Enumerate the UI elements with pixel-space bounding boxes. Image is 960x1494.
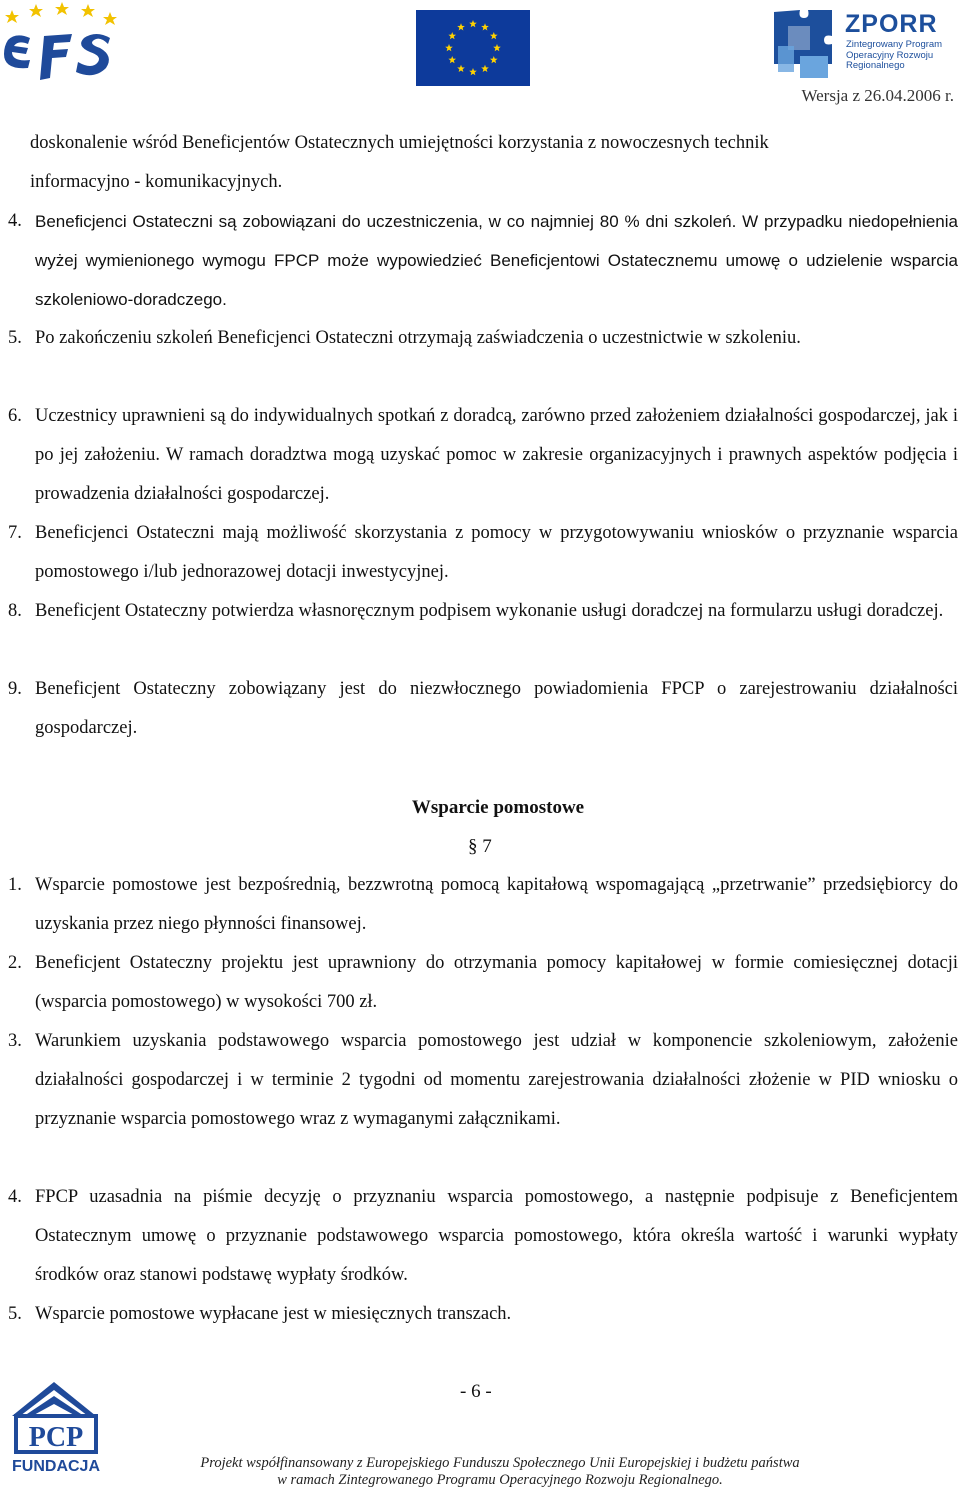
- efs-logo-graphic: [0, 0, 130, 90]
- version-label: Wersja z 26.04.2006 r.: [801, 86, 954, 105]
- list-number-9: 9.: [8, 679, 22, 699]
- pcp-logo-caption: FUNDACJA: [12, 1458, 100, 1475]
- paragraph-5: Po zakończeniu szkoleń Beneficjenci Ostateczni otrzymają zaświadczenia o uczestnictwie w szkoleniu.: [35, 328, 801, 348]
- section-heading: Wsparcie pomostowe: [411, 797, 585, 818]
- eu-flag-graphic: [416, 10, 530, 86]
- section-paragraph-4: FPCP uzasadnia na piśmie decyzję o przyznaniu wsparcia pomostowego, a następnie podpisuje z Beneficjentem Ostatecznym umowę o przyznanie podstawowego wsparcia pomostowego, która określa wartość i warunki wypłaty środków oraz stanowi podstawę wypłaty środków.: [35, 1187, 958, 1285]
- continued-paragraph: [30, 124, 960, 202]
- funding-note: [120, 1455, 880, 1489]
- continued-line-1: doskonalenie wśród Beneficjentów Ostatecznych umiejętności korzystania z nowoczesnych technik: [30, 133, 769, 153]
- section-paragraph-5: Wsparcie pomostowe wypłacane jest w miesięcznych transzach.: [35, 1304, 512, 1324]
- paragraph-9: Beneficjent Ostateczny zobowiązany jest do niezwłocznego powiadomienia FPCP o zarejestrowaniu działalności gospodarczej.: [35, 679, 958, 738]
- section-number: § 7: [468, 836, 492, 857]
- paragraph-4: Beneficjenci Ostateczni są zobowiązani do uczestniczenia, w co najmniej 80 % dni szkoleń. W przypadku niedopełnienia wyżej wymienionego wymogu FPCP może wypowiedzieć Beneficjentowi Ostatecznemu umowę o udzielenie wsparcia szkoleniowo-doradczego.: [35, 212, 958, 309]
- section-number-4: 4.: [8, 1187, 22, 1207]
- pcp-logo-text: PCP: [28, 1422, 84, 1453]
- section-paragraph-3: Warunkiem uzyskania podstawowego wsparcia pomostowego jest udział w komponencie szkoleniowym, założenie działalności gospodarczej i w terminie 2 tygodni od momentu zarejestrowania działalności złożenie w PID wniosku o przyznanie wsparcia pomostowego wraz z wymaganymi załącznikami.: [35, 1031, 958, 1129]
- section-number-1: 1.: [8, 875, 22, 895]
- puzzle-icon: [770, 6, 840, 82]
- list-number-8: 8.: [8, 601, 22, 621]
- pcp-foundation-logo: [4, 1376, 114, 1476]
- section-number-3: 3.: [8, 1031, 22, 1051]
- zporr-logo: [770, 6, 960, 86]
- section-paragraph-2: Beneficjent Ostateczny projektu jest uprawniony do otrzymania pomocy kapitałowej w formie comiesięcznej dotacji (wsparcia pomostowego) w wysokości 700 zł.: [35, 953, 958, 1012]
- zporr-logo-title: ZPORR: [845, 10, 938, 38]
- house-icon: [4, 1376, 114, 1476]
- section-number-2: 2.: [8, 953, 22, 973]
- eu-flag-logo: [416, 10, 530, 86]
- list-number-4: 4.: [8, 211, 22, 231]
- list-number-7: 7.: [8, 523, 22, 543]
- funding-line-1: Projekt współfinansowany z Europejskiego Funduszu Społecznego Unii Europejskiej i budżetu państwa: [200, 1455, 800, 1471]
- section-paragraph-1: Wsparcie pomostowe jest bezpośrednią, bezzwrotną pomocą kapitałową wspomagającą „przetrwanie” przedsiębiorcy do uzyskania przez niego płynności finansowej.: [35, 875, 958, 934]
- funding-line-2: w ramach Zintegrowanego Programu Operacyjnego Rozwoju Regionalnego.: [277, 1472, 723, 1488]
- paragraph-7: Beneficjenci Ostateczni mają możliwość skorzystania z pomocy w przygotowywaniu wniosków o przyznanie wsparcia pomostowego i/lub jednorazowej dotacji inwestycyjnej.: [35, 523, 958, 582]
- paragraph-8: Beneficjent Ostateczny potwierdza własnoręcznym podpisem wykonanie usługi doradczej na formularzu usługi doradczej.: [35, 601, 944, 621]
- list-number-5: 5.: [8, 328, 22, 348]
- continued-line-2: informacyjno - komunikacyjnych.: [30, 172, 283, 192]
- efs-logo: [0, 0, 130, 90]
- page-number: - 6 -: [460, 1381, 492, 1402]
- section-number-5: 5.: [8, 1304, 22, 1324]
- paragraph-6: Uczestnicy uprawnieni są do indywidualnych spotkań z doradcą, zarówno przed założeniem działalności gospodarczej, jak i po jej założeniu. W ramach doradztwa mogą uzyskać pomoc w zakresie organizacyjnych i prawnych aspektów podjęcia i prowadzenia działalności gospodarczej.: [35, 406, 958, 504]
- zporr-logo-subtitle: Zintegrowany Program Operacyjny Rozwoju Regionalnego: [846, 39, 943, 71]
- list-number-6: 6.: [8, 406, 22, 426]
